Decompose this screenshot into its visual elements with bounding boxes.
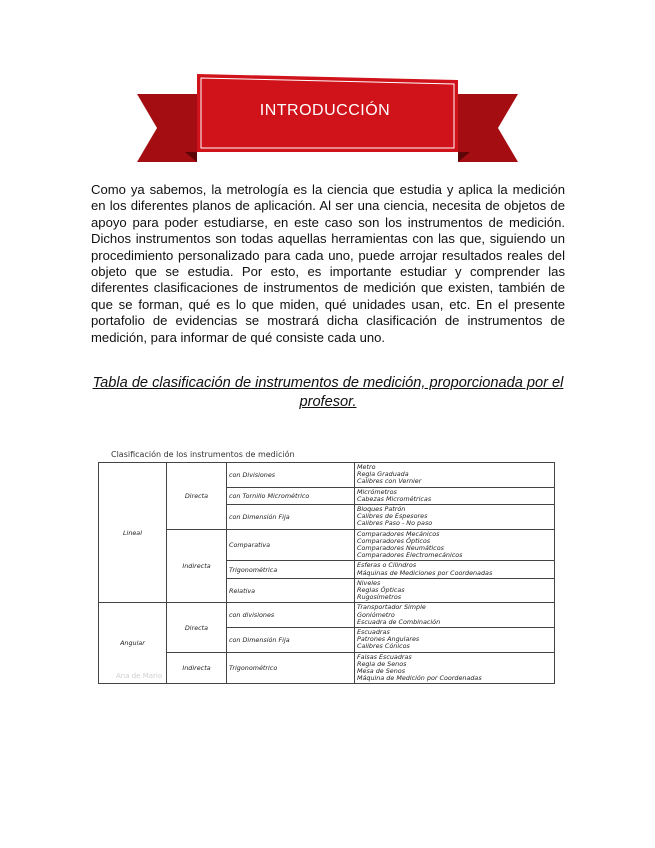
category-angular: Angular <box>99 603 167 684</box>
instrument-item: Calibres Paso - No paso <box>357 519 433 528</box>
instrument-item: Transportador Simple <box>357 603 426 612</box>
ribbon-left-tail <box>137 94 197 162</box>
intro-paragraph: Como ya sabemos, la metrología es la ciencia que estudia y aplica la medición en los diferentes planos de aplicación. Al ser una ciencia, necesita de objetos de apoyo para poder estudiarse, en este caso son los instrumentos de medición. Dichos instrumentos son todas aquellas herramientas con las que, siguiendo un procedimiento personalizado para cada uno, puede arrojar resultados reales del objeto que se estudia. Por esto, es importante estudiar y comprender las diferentes clasificaciones de instrumentos de medición que existen, también de que se forman, qué es lo que miden, qué unidades usan, etc. En el presente portafolio de evidencias se mostrará dicha clasificación de instrumentos de medición, para informar de qué consiste cada uno. <box>91 182 565 345</box>
method-label: con Dimensión Fija <box>227 505 355 530</box>
table-watermark: Ana de Mario <box>116 672 163 680</box>
method-label: Trigonométrica <box>227 561 355 578</box>
method-label: Trigonométrico <box>227 652 355 684</box>
instrument-list <box>355 561 555 578</box>
instrument-item: Falsas Escuadras <box>357 652 412 661</box>
instrument-item: Esferas o Cilindros <box>357 561 417 570</box>
instrument-item: Calibres Cónicos <box>357 642 410 651</box>
instrument-item: Escuadras <box>357 628 390 637</box>
instrument-item: Calibres de Espesores <box>357 512 428 521</box>
instrument-item: Comparadores Neumáticos <box>357 544 444 553</box>
instrument-item: Regla de Senos <box>357 659 407 668</box>
instrument-list <box>355 578 555 603</box>
instrument-item: Niveles <box>357 578 381 587</box>
instrument-item: Cabezas Micrométricas <box>357 494 432 503</box>
instrument-list <box>355 463 555 488</box>
instrument-item: Máquinas de Mediciones por Coordenadas <box>357 568 493 577</box>
ribbon-right-tail <box>458 94 518 162</box>
instrument-list <box>355 505 555 530</box>
instrument-item: Patrones Angulares <box>357 635 420 644</box>
intro-heading: INTRODUCCIÓN <box>259 102 391 119</box>
instrument-item: Bloques Patrón <box>357 505 406 514</box>
lineal-directa: Directa <box>167 463 227 530</box>
instrument-item: Goniómetro <box>357 610 395 619</box>
table-row <box>99 463 555 488</box>
instrument-item: Rugosímetros <box>357 593 402 602</box>
angular-directa: Directa <box>167 603 227 652</box>
table-row <box>99 529 555 561</box>
instrument-list <box>355 603 555 628</box>
instrument-item: Comparadores Electromecánicos <box>357 551 463 560</box>
category-lineal: Lineal <box>99 463 167 603</box>
instrument-item: Comparadores Ópticos <box>357 536 431 545</box>
instrument-item: Calibres con Vernier <box>357 477 422 486</box>
instrument-list <box>355 487 555 504</box>
method-label: con Divisiones <box>227 463 355 488</box>
angular-indirecta: Indirecta <box>167 652 227 684</box>
method-label: con Dimensión Fija <box>227 628 355 653</box>
table-row <box>99 603 555 628</box>
classification-table <box>98 462 555 684</box>
table-row <box>99 652 555 684</box>
method-label: con divisiones <box>227 603 355 628</box>
table-title: Tabla de clasificación de instrumentos de medición, proporcionada por el profesor. <box>92 375 564 410</box>
instrument-item: Escuadra de Combinación <box>357 617 441 626</box>
instrument-item: Máquina de Medición por Coordenadas <box>357 674 482 683</box>
method-label: Relativa <box>227 578 355 603</box>
instrument-item: Mesa de Senos <box>357 667 406 676</box>
method-label: Comparativa <box>227 529 355 561</box>
instrument-list <box>355 652 555 684</box>
instrument-list <box>355 529 555 561</box>
lineal-indirecta: Indirecta <box>167 529 227 603</box>
instrument-item: Metro <box>357 463 376 471</box>
instrument-item: Micrómetros <box>357 487 397 496</box>
table-caption: Clasificación de los instrumentos de medición <box>111 450 295 459</box>
instrument-item: Comparadores Mecánicos <box>357 529 440 538</box>
instrument-item: Regla Graduada <box>357 470 409 479</box>
instrument-item: Reglas Ópticas <box>357 586 405 595</box>
instrument-list <box>355 628 555 653</box>
intro-banner-ribbon <box>137 70 518 170</box>
method-label: con Tornillo Micrométrico <box>227 487 355 504</box>
